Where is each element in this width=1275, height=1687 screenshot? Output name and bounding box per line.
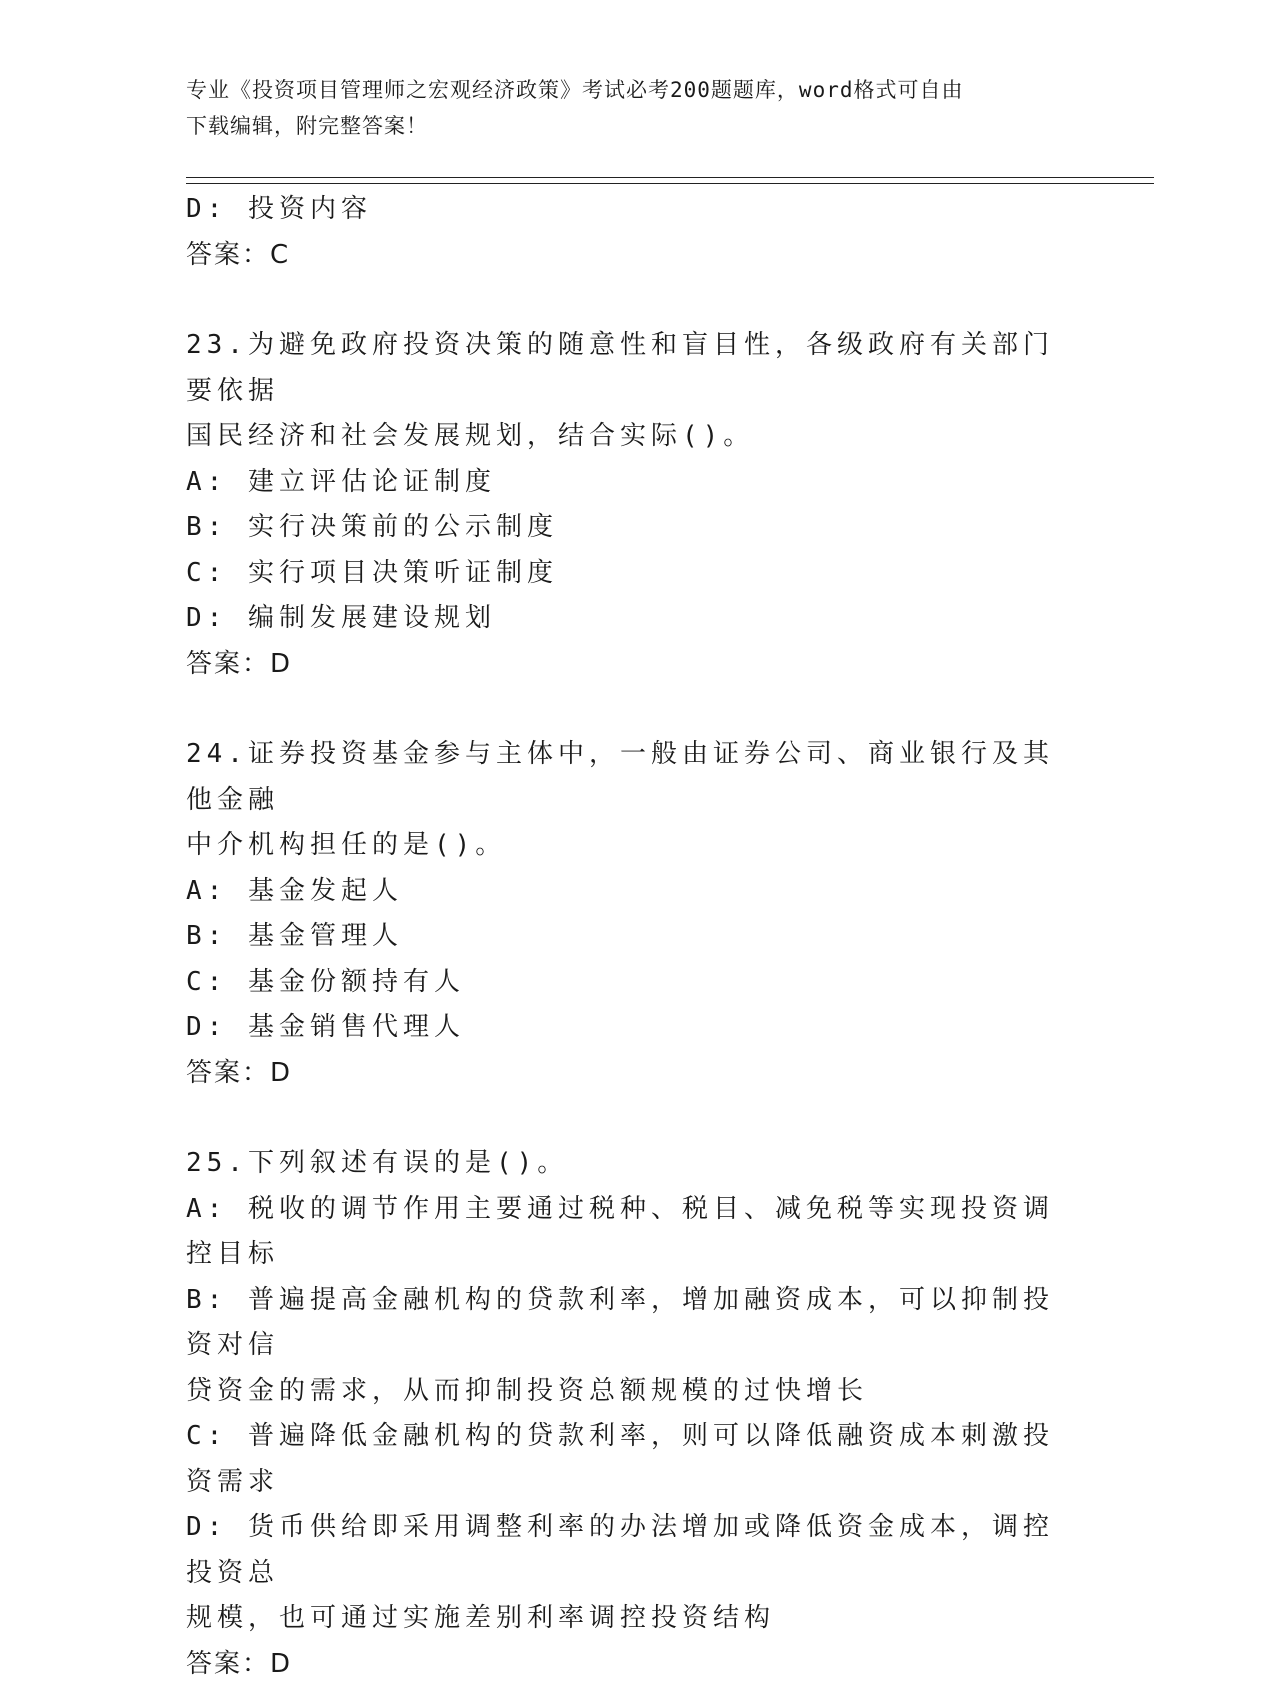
question-content (186, 187, 1070, 1687)
header-divider-top (186, 177, 1154, 178)
spacer (186, 278, 1070, 323)
option-d-continued: 规模，也可通过实施差别利率调控投资结构 (186, 1596, 1070, 1642)
answer: 答案：D (186, 1051, 1070, 1097)
option-a: A: 建立评估论证制度 (186, 460, 1070, 506)
header-divider-bottom (186, 183, 1154, 184)
question-stem: 国民经济和社会发展规划，结合实际()。 (186, 414, 1070, 460)
option-b: B: 基金管理人 (186, 914, 1070, 960)
answer: 答案：C (186, 233, 1070, 279)
question-23 (186, 323, 1070, 687)
question-25 (186, 1141, 1070, 1687)
question-stem: 25.下列叙述有误的是()。 (186, 1141, 1070, 1187)
option-d: D: 投资内容 (186, 187, 1070, 233)
answer: 答案：D (186, 1642, 1070, 1687)
question-stem: 24.证券投资基金参与主体中，一般由证券公司、商业银行及其他金融 (186, 732, 1070, 823)
option-d: D: 基金销售代理人 (186, 1005, 1070, 1051)
option-b: B: 实行决策前的公示制度 (186, 505, 1070, 551)
question-24 (186, 732, 1070, 1096)
document-header (186, 72, 1066, 144)
answer: 答案：D (186, 642, 1070, 688)
option-a: A: 基金发起人 (186, 869, 1070, 915)
header-line-1: 专业《投资项目管理师之宏观经济政策》考试必考200题题库，word格式可自由 (186, 72, 1066, 108)
option-b-continued: 贷资金的需求，从而抑制投资总额规模的过快增长 (186, 1369, 1070, 1415)
option-d: D: 货币供给即采用调整利率的办法增加或降低资金成本，调控投资总 (186, 1505, 1070, 1596)
option-c: C: 实行项目决策听证制度 (186, 551, 1070, 597)
header-line-2: 下载编辑，附完整答案！ (186, 108, 1066, 144)
option-d: D: 编制发展建设规划 (186, 596, 1070, 642)
option-c: C: 基金份额持有人 (186, 960, 1070, 1006)
option-c: C: 普遍降低金融机构的贷款利率，则可以降低融资成本刺激投资需求 (186, 1414, 1070, 1505)
spacer (186, 1096, 1070, 1141)
option-a: A: 税收的调节作用主要通过税种、税目、减免税等实现投资调控目标 (186, 1187, 1070, 1278)
option-b: B: 普遍提高金融机构的贷款利率，增加融资成本，可以抑制投资对信 (186, 1278, 1070, 1369)
question-stem: 23.为避免政府投资决策的随意性和盲目性，各级政府有关部门要依据 (186, 323, 1070, 414)
spacer (186, 687, 1070, 732)
question-stem: 中介机构担任的是()。 (186, 823, 1070, 869)
